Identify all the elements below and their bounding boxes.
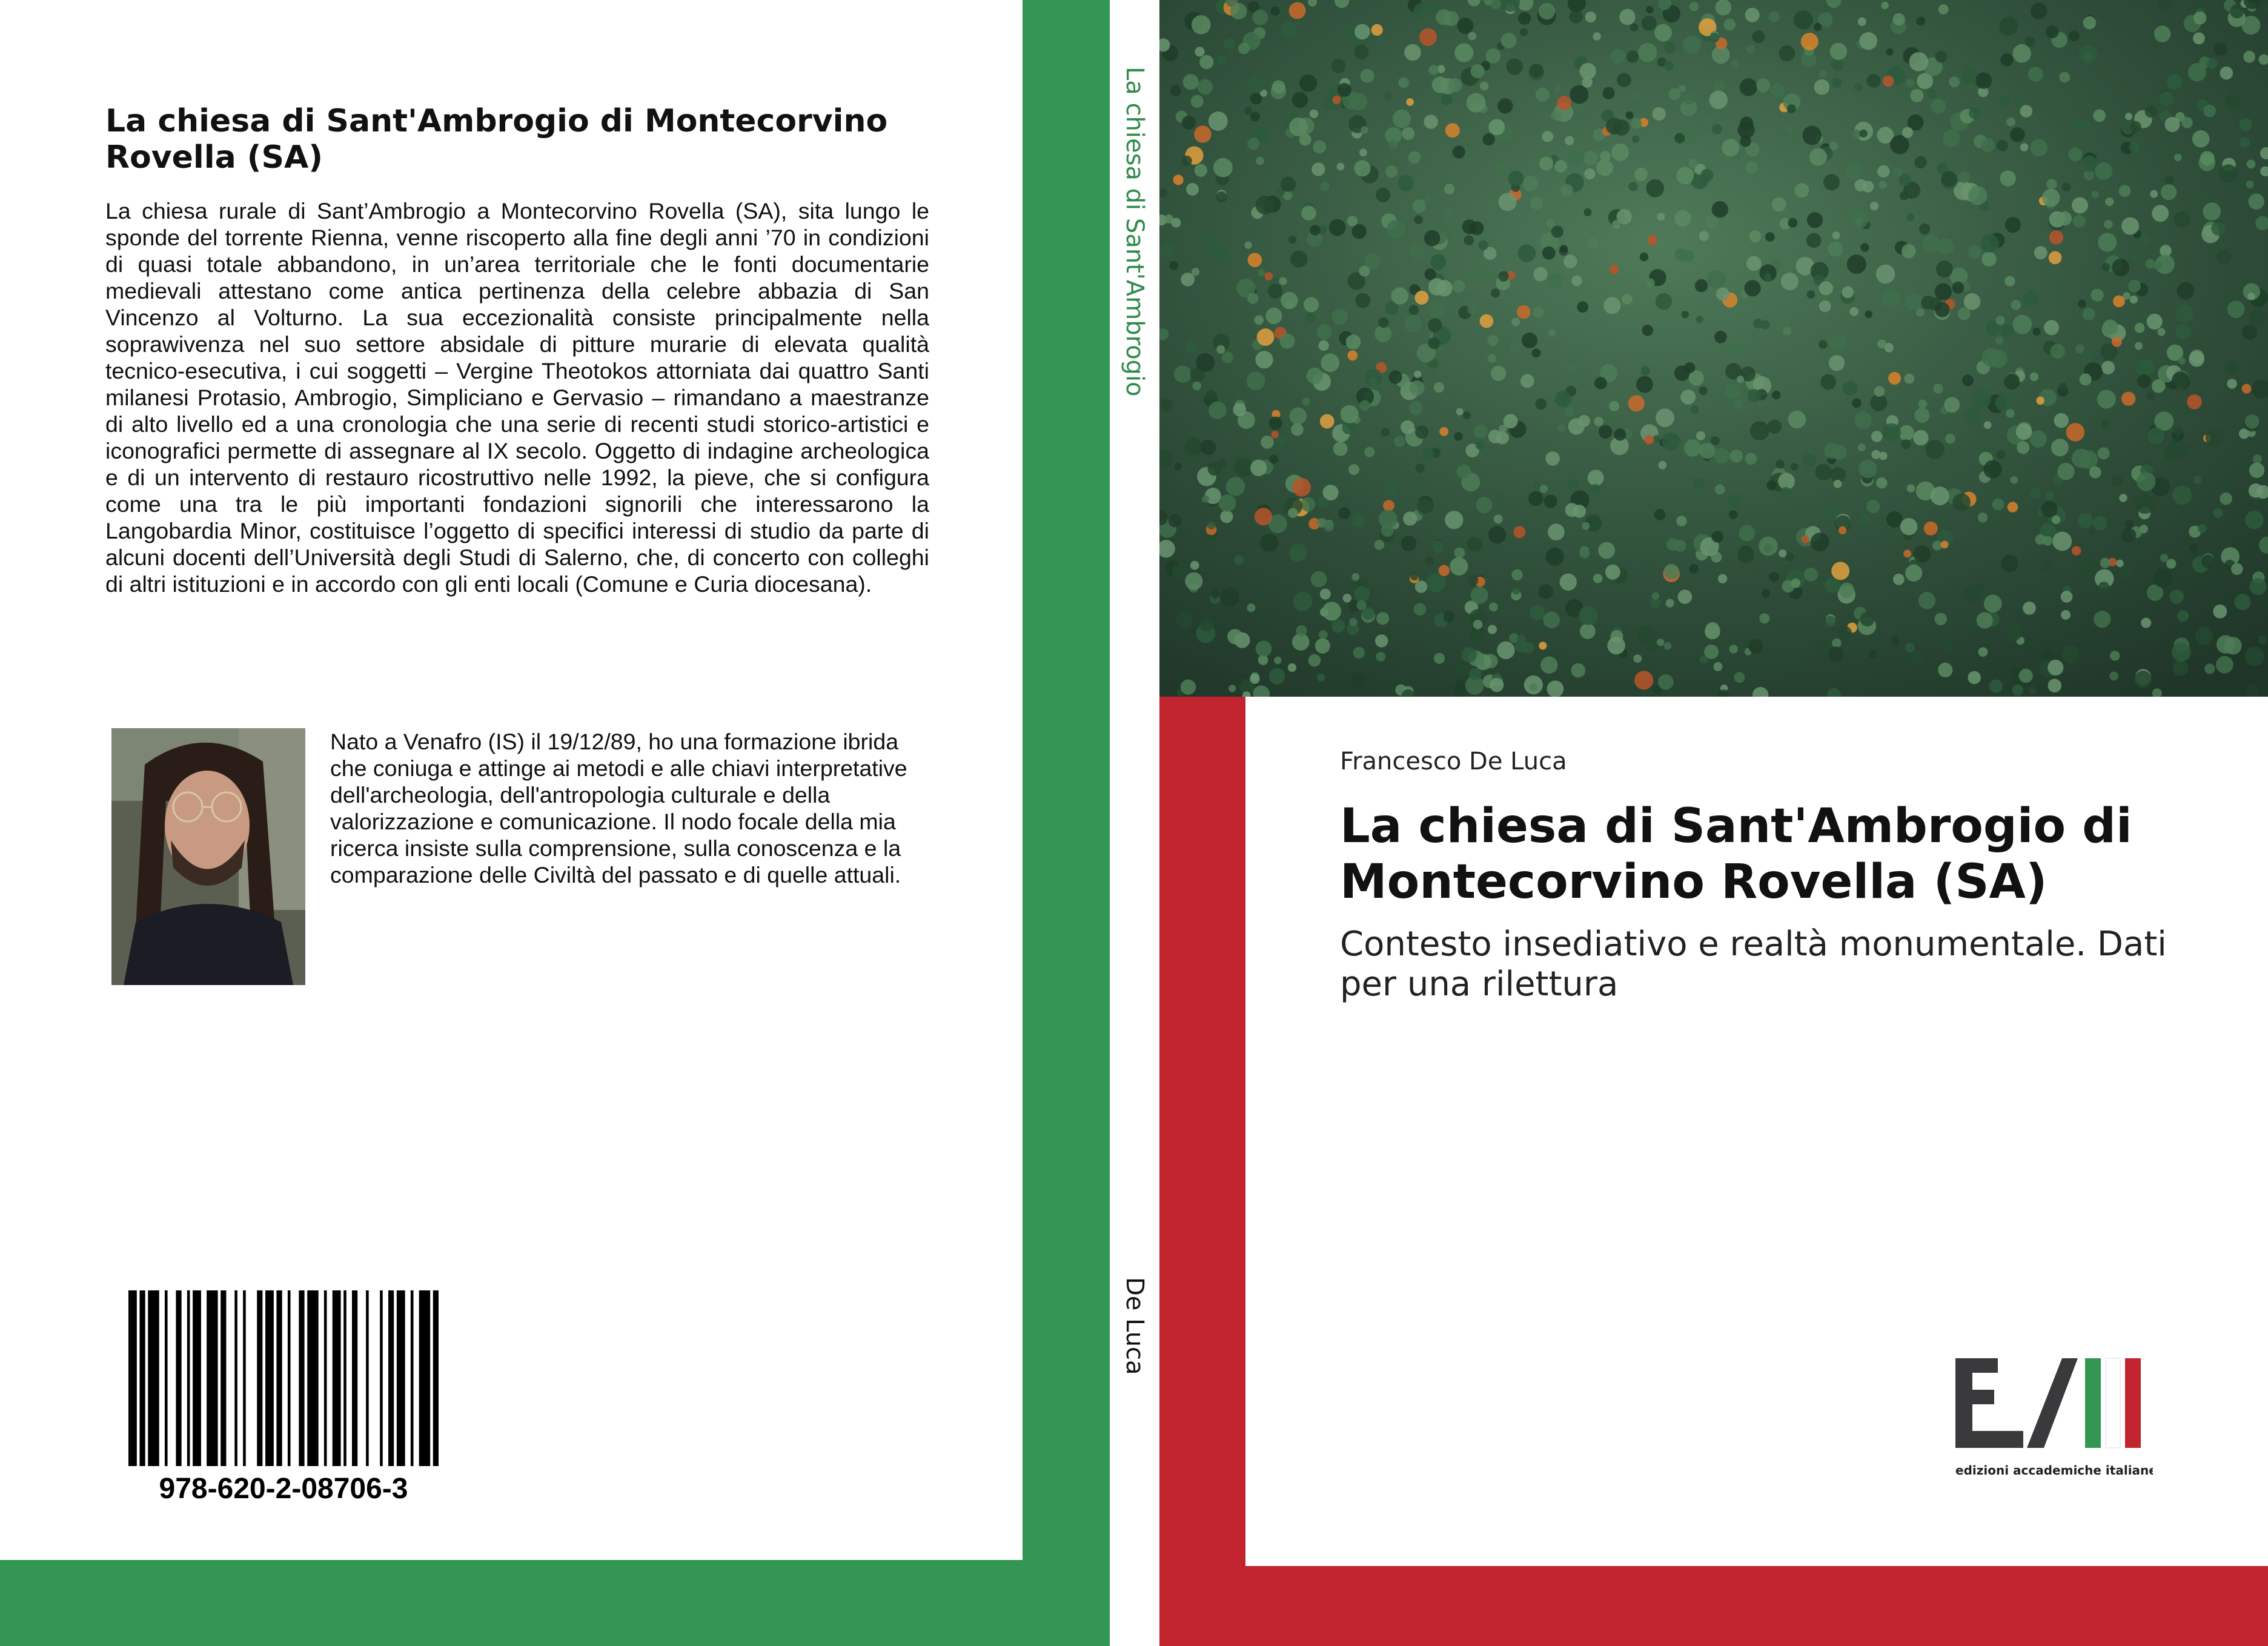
back-cover-title: La chiesa di Sant'Ambrogio di Montecorvino Rovella (SA) (105, 103, 888, 176)
spine (1110, 0, 1159, 1646)
back-cover-blurb: La chiesa rurale di Sant’Ambrogio a Montecorvino Rovella (SA), sita lungo le sponde del torrente Rienna, venne riscoperto alla fine degli anni ’70 in condizioni di quasi totale abbandono, in un’area territoriale che le fonti documentarie medievali attestano come antica pertinenza della celebre abbazia di San Vincenzo al Volturno. La sua eccezionalità consiste principalmente nella soprawivenza nel suo settore absidale di pitture murarie di elevata qualità tecnico-esecutiva, i cui soggetti – Vergine Theotokos attorniata dai quattro Santi milanesi Protasio, Ambrogio, Simpliciano e Gervasio – rimandano a maestranze di alto livello ed a una cronologia che una serie di recenti studi storico-artistici e iconografici permette di assegnare al IX secolo. Oggetto di indagine archeologica e di un intervento di restauro ricostruttivo nelle 1992, la pieve, che si configura come una tra le più importanti fondazioni signorili che interessarono la Langobardia Minor, costituisce l’oggetto di specifici interessi di studio da parte di alcuni docenti dell’Università degli Studi di Salerno, che, di concerto con colleghi di altri istituzioni e in accordo con gli enti locali (Comune e Curia diocesana). (105, 198, 929, 597)
author-bio: Nato a Venafro (IS) il 19/12/89, ho una formazione ibrida che coniuga e attinge ai metodi e alle chiavi interpretative dell'archeologia, dell'antropologia culturale e della valorizzazione e comunicazione. Il nodo focale della mia ricerca insiste sulla comprensione, sulla conoscenza e la comparazione delle Civiltà del passato e di quelle attuali. (330, 729, 907, 888)
front-cover-author: Francesco De Luca (1340, 748, 1567, 775)
eai-logo (1955, 1356, 2153, 1483)
spine-title: La chiesa di Sant'Ambrogio (1121, 67, 1149, 397)
aerial-forest-photo (1159, 0, 2268, 697)
isbn-number: 978-620-2-08706-3 (159, 1473, 408, 1505)
spine-author: De Luca (1121, 1277, 1149, 1375)
spine-green-band (1023, 0, 1110, 1646)
back-bottom-band (0, 1560, 1023, 1646)
publisher-name: edizioni accademiche italiane (1955, 1463, 2153, 1478)
front-cover-title: La chiesa di Sant'Ambrogio di Montecorvino Rovella (SA) (1340, 799, 2132, 909)
front-red-band-bottom (1159, 1566, 2268, 1646)
front-cover-subtitle: Contesto insediativo e realtà monumentale. Dati per una rilettura (1340, 924, 2167, 1004)
author-photo (111, 728, 305, 985)
isbn-barcode (128, 1290, 439, 1466)
front-red-band-left (1159, 697, 1245, 1646)
